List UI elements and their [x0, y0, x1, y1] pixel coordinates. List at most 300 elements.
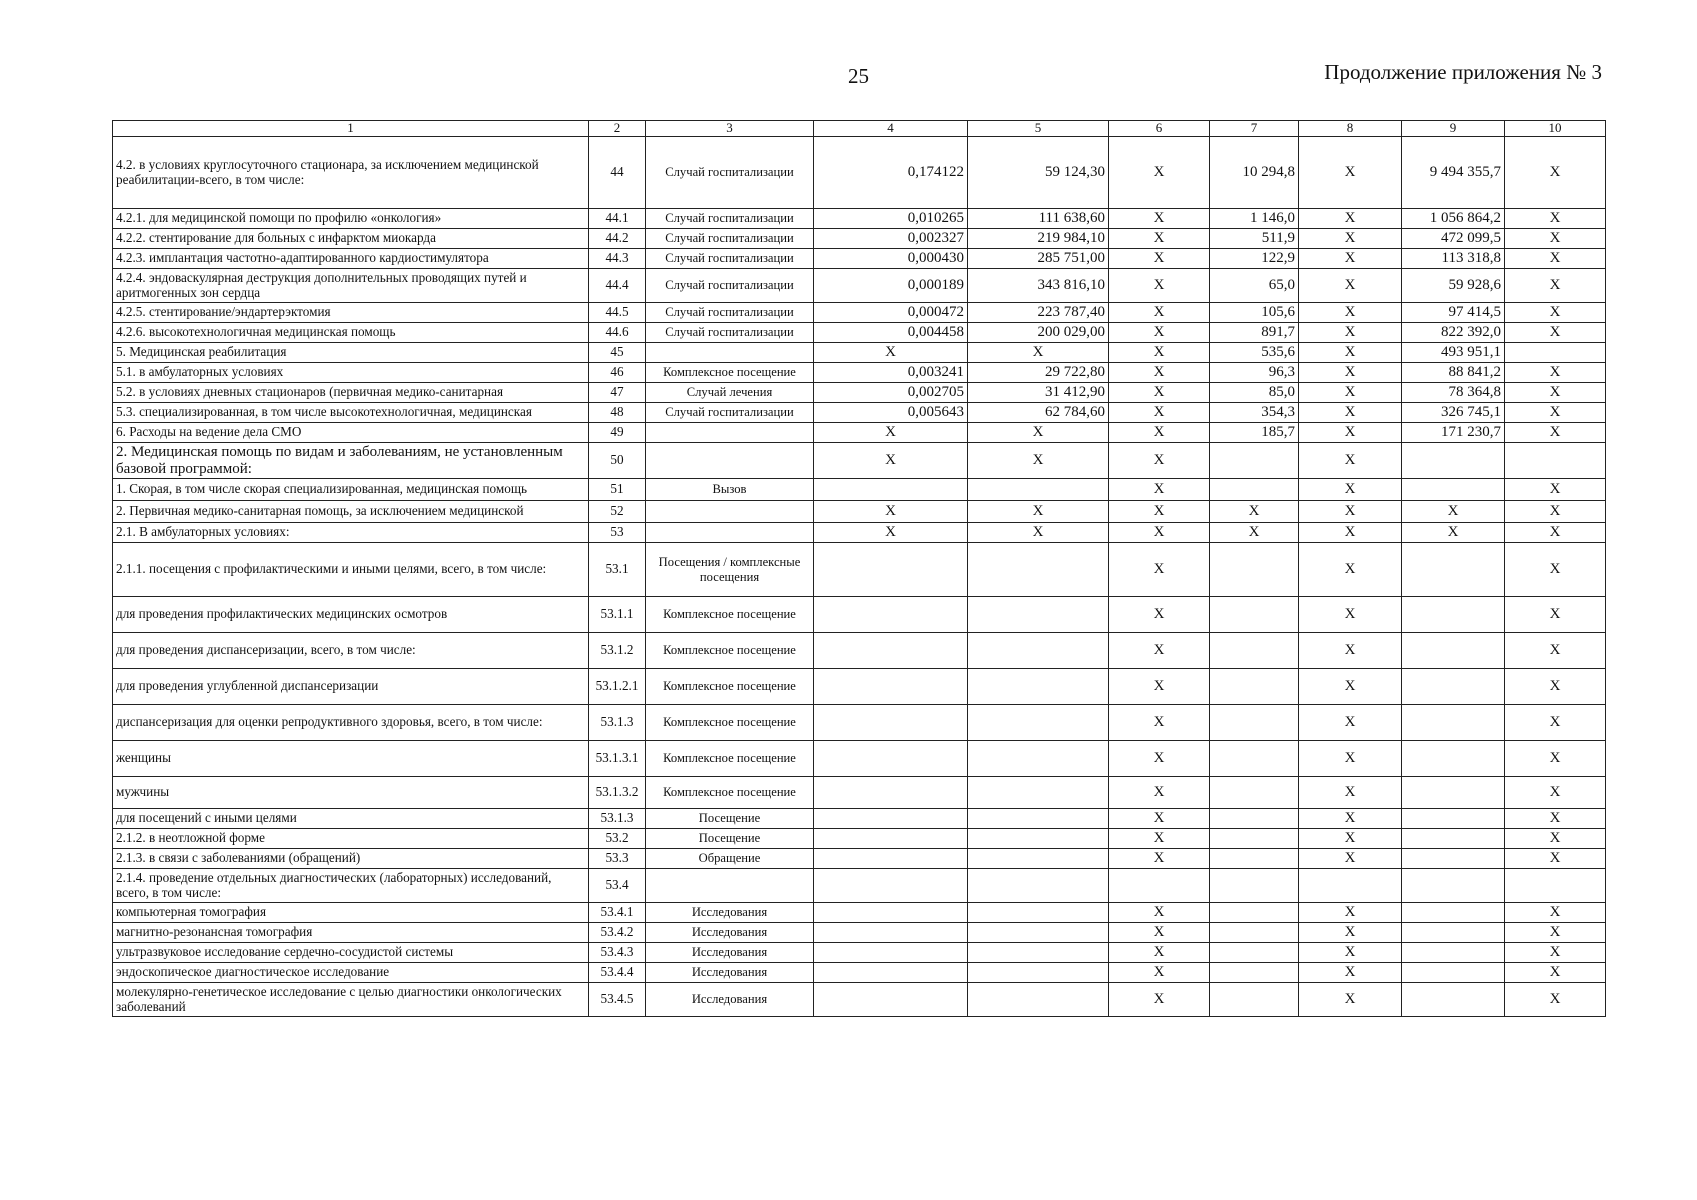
table-cell-col-4 [814, 829, 968, 849]
table-cell-col-2: 50 [589, 443, 646, 479]
table-cell-col-4: 0,005643 [814, 403, 968, 423]
table-cell-col-7 [1210, 869, 1299, 903]
table-cell-col-3 [646, 343, 814, 363]
table-cell-col-6: X [1109, 523, 1210, 543]
table-cell-col-5: 285 751,00 [968, 249, 1109, 269]
table-cell-col-9: 9 494 355,7 [1402, 137, 1505, 209]
table-cell-col-1: 2.1. В амбулаторных условиях: [113, 523, 589, 543]
table-cell-col-10: X [1505, 741, 1606, 777]
table-cell-col-5: X [968, 523, 1109, 543]
table-cell-col-6: X [1109, 943, 1210, 963]
table-cell-col-10: X [1505, 633, 1606, 669]
table-cell-col-6: X [1109, 829, 1210, 849]
table-cell-col-8: X [1299, 501, 1402, 523]
table-cell-col-5 [968, 633, 1109, 669]
table-cell-col-2: 53.3 [589, 849, 646, 869]
table-cell-col-3: Случай госпитализации [646, 323, 814, 343]
table-cell-col-8: X [1299, 923, 1402, 943]
table-cell-col-8: X [1299, 633, 1402, 669]
table-cell-col-3 [646, 869, 814, 903]
table-cell-col-6: X [1109, 543, 1210, 597]
table-cell-col-1: ультразвуковое исследование сердечно-сосудистой системы [113, 943, 589, 963]
table-cell-col-3: Комплексное посещение [646, 777, 814, 809]
table-cell-col-3: Обращение [646, 849, 814, 869]
table-cell-col-1: 5.3. специализированная, в том числе высокотехнологичная, медицинская [113, 403, 589, 423]
table-cell-col-3: Случай госпитализации [646, 209, 814, 229]
table-cell-col-9: 493 951,1 [1402, 343, 1505, 363]
table-cell-col-2: 53.1.3 [589, 809, 646, 829]
table-cell-col-8: X [1299, 363, 1402, 383]
table-cell-col-2: 45 [589, 343, 646, 363]
table-cell-col-1: 4.2.1. для медицинской помощи по профилю «онкология» [113, 209, 589, 229]
table-row [113, 269, 1606, 303]
table-cell-col-1: для проведения профилактических медицинских осмотров [113, 597, 589, 633]
table-cell-col-4: 0,174122 [814, 137, 968, 209]
table-cell-col-7: 10 294,8 [1210, 137, 1299, 209]
table-cell-col-1: для проведения диспансеризации, всего, в том числе: [113, 633, 589, 669]
table-cell-col-5: 31 412,90 [968, 383, 1109, 403]
table-cell-col-10: X [1505, 943, 1606, 963]
table-cell-col-3: Комплексное посещение [646, 669, 814, 705]
table-cell-col-6: X [1109, 633, 1210, 669]
table-cell-col-5 [968, 923, 1109, 943]
table-cell-col-1: 2.1.3. в связи с заболеваниями (обращений) [113, 849, 589, 869]
table-cell-col-4 [814, 943, 968, 963]
table-cell-col-2: 47 [589, 383, 646, 403]
table-cell-col-8: X [1299, 403, 1402, 423]
table-row [113, 809, 1606, 829]
table-cell-col-4 [814, 669, 968, 705]
table-cell-col-7 [1210, 741, 1299, 777]
table-row [113, 669, 1606, 705]
table-row [113, 303, 1606, 323]
table-cell-col-10: X [1505, 423, 1606, 443]
table-cell-col-2: 53.1.3.1 [589, 741, 646, 777]
table-cell-col-10 [1505, 343, 1606, 363]
table-cell-col-9: 822 392,0 [1402, 323, 1505, 343]
table-cell-col-9 [1402, 741, 1505, 777]
table-cell-col-6: X [1109, 249, 1210, 269]
table-cell-col-8: X [1299, 343, 1402, 363]
table-cell-col-8: X [1299, 809, 1402, 829]
table-cell-col-10: X [1505, 501, 1606, 523]
column-header-2: 2 [589, 121, 646, 137]
table-row [113, 403, 1606, 423]
table-row [113, 829, 1606, 849]
table-cell-col-6: X [1109, 809, 1210, 829]
table-cell-col-8: X [1299, 849, 1402, 869]
table-cell-col-3: Исследования [646, 903, 814, 923]
table-row [113, 137, 1606, 209]
table-cell-col-6: X [1109, 343, 1210, 363]
table-cell-col-7 [1210, 809, 1299, 829]
table-cell-col-5: 219 984,10 [968, 229, 1109, 249]
table-cell-col-1: 2. Медицинская помощь по видам и заболеваниям, не установленным базовой программой: [113, 443, 589, 479]
table-row [113, 903, 1606, 923]
table-cell-col-6: X [1109, 501, 1210, 523]
table-cell-col-1: 4.2.5. стентирование/эндартерэктомия [113, 303, 589, 323]
table-cell-col-6: X [1109, 403, 1210, 423]
table-cell-col-7: 96,3 [1210, 363, 1299, 383]
table-cell-col-9 [1402, 829, 1505, 849]
table-cell-col-6: X [1109, 363, 1210, 383]
table-cell-col-1: 2.1.4. проведение отдельных диагностических (лабораторных) исследований, всего, в том числе: [113, 869, 589, 903]
table-cell-col-7 [1210, 923, 1299, 943]
table-cell-col-5 [968, 705, 1109, 741]
table-cell-col-10: X [1505, 229, 1606, 249]
table-cell-col-4: X [814, 523, 968, 543]
column-header-5: 5 [968, 121, 1109, 137]
table-cell-col-3: Посещение [646, 809, 814, 829]
table-row [113, 741, 1606, 777]
table-cell-col-8: X [1299, 523, 1402, 543]
table-cell-col-9 [1402, 943, 1505, 963]
table-cell-col-9 [1402, 479, 1505, 501]
table-cell-col-1: 4.2.4. эндоваскулярная деструкция дополнительных проводящих путей и аритмогенных зон сердца [113, 269, 589, 303]
table-cell-col-7 [1210, 479, 1299, 501]
table-cell-col-2: 53 [589, 523, 646, 543]
table-row [113, 323, 1606, 343]
table-cell-col-6: X [1109, 597, 1210, 633]
table-cell-col-7: 105,6 [1210, 303, 1299, 323]
table-cell-col-1: 4.2.6. высокотехнологичная медицинская помощь [113, 323, 589, 343]
table-cell-col-9 [1402, 633, 1505, 669]
table-cell-col-5 [968, 963, 1109, 983]
table-cell-col-6: X [1109, 963, 1210, 983]
table-cell-col-9: 171 230,7 [1402, 423, 1505, 443]
table-cell-col-10: X [1505, 903, 1606, 923]
table-cell-col-10: X [1505, 363, 1606, 383]
table-cell-col-1: 5.1. в амбулаторных условиях [113, 363, 589, 383]
table-cell-col-8: X [1299, 777, 1402, 809]
table-cell-col-5: X [968, 423, 1109, 443]
table-cell-col-2: 53.1.1 [589, 597, 646, 633]
table-cell-col-5 [968, 809, 1109, 829]
table-cell-col-1: 2.1.1. посещения с профилактическими и иными целями, всего, в том числе: [113, 543, 589, 597]
table-cell-col-9: 113 318,8 [1402, 249, 1505, 269]
table-cell-col-4: 0,010265 [814, 209, 968, 229]
table-cell-col-3 [646, 501, 814, 523]
table-cell-col-8: X [1299, 303, 1402, 323]
table-cell-col-7 [1210, 849, 1299, 869]
table-cell-col-6: X [1109, 209, 1210, 229]
table-cell-col-2: 53.4.2 [589, 923, 646, 943]
table-cell-col-4: 0,000472 [814, 303, 968, 323]
table-cell-col-7 [1210, 829, 1299, 849]
table-cell-col-4: 0,003241 [814, 363, 968, 383]
table-cell-col-6: X [1109, 479, 1210, 501]
table-cell-col-10: X [1505, 597, 1606, 633]
data-table [112, 120, 1606, 1017]
table-cell-col-8: X [1299, 479, 1402, 501]
table-cell-col-8: X [1299, 597, 1402, 633]
table-cell-col-6 [1109, 869, 1210, 903]
table-cell-col-6: X [1109, 903, 1210, 923]
table-cell-col-1: 6. Расходы на ведение дела СМО [113, 423, 589, 443]
table-cell-col-5: 200 029,00 [968, 323, 1109, 343]
table-cell-col-9 [1402, 963, 1505, 983]
table-cell-col-10: X [1505, 523, 1606, 543]
table-cell-col-3: Посещения / комплексные посещения [646, 543, 814, 597]
table-cell-col-7: 85,0 [1210, 383, 1299, 403]
table-cell-col-4 [814, 777, 968, 809]
table-cell-col-5: X [968, 343, 1109, 363]
table-cell-col-8: X [1299, 669, 1402, 705]
table-cell-col-6: X [1109, 849, 1210, 869]
table-cell-col-8: X [1299, 443, 1402, 479]
table-cell-col-5 [968, 849, 1109, 869]
table-cell-col-3: Случай госпитализации [646, 403, 814, 423]
table-cell-col-7: 891,7 [1210, 323, 1299, 343]
table-cell-col-9 [1402, 903, 1505, 923]
table-cell-col-8: X [1299, 269, 1402, 303]
table-cell-col-4: X [814, 443, 968, 479]
table-cell-col-9 [1402, 923, 1505, 943]
column-header-8: 8 [1299, 121, 1402, 137]
table-cell-col-7: 535,6 [1210, 343, 1299, 363]
table-cell-col-4 [814, 869, 968, 903]
column-header-6: 6 [1109, 121, 1210, 137]
table-cell-col-10: X [1505, 963, 1606, 983]
table-cell-col-5: X [968, 443, 1109, 479]
table-cell-col-7: 65,0 [1210, 269, 1299, 303]
table-cell-col-4 [814, 983, 968, 1017]
table-cell-col-10: X [1505, 705, 1606, 741]
table-cell-col-1: магнитно-резонансная томография [113, 923, 589, 943]
table-cell-col-4: 0,000189 [814, 269, 968, 303]
table-cell-col-1: 2.1.2. в неотложной форме [113, 829, 589, 849]
table-cell-col-2: 44 [589, 137, 646, 209]
table-row [113, 963, 1606, 983]
table-cell-col-4: 0,004458 [814, 323, 968, 343]
table-cell-col-2: 53.2 [589, 829, 646, 849]
column-header-4: 4 [814, 121, 968, 137]
table-cell-col-2: 44.3 [589, 249, 646, 269]
table-cell-col-3: Исследования [646, 923, 814, 943]
table-cell-col-6: X [1109, 303, 1210, 323]
column-header-10: 10 [1505, 121, 1606, 137]
table-cell-col-8: X [1299, 829, 1402, 849]
table-cell-col-7: 1 146,0 [1210, 209, 1299, 229]
table-cell-col-7 [1210, 705, 1299, 741]
table-cell-col-5: 62 784,60 [968, 403, 1109, 423]
table-row [113, 983, 1606, 1017]
table-cell-col-2: 53.1.3.2 [589, 777, 646, 809]
table-cell-col-4 [814, 543, 968, 597]
table-cell-col-8: X [1299, 543, 1402, 597]
table-cell-col-8 [1299, 869, 1402, 903]
column-header-1: 1 [113, 121, 589, 137]
table-cell-col-8: X [1299, 423, 1402, 443]
table-cell-col-5 [968, 903, 1109, 923]
table-row [113, 443, 1606, 479]
table-cell-col-2: 53.4.5 [589, 983, 646, 1017]
table-cell-col-9: 1 056 864,2 [1402, 209, 1505, 229]
table-cell-col-5 [968, 943, 1109, 963]
table-cell-col-6: X [1109, 741, 1210, 777]
table-cell-col-9 [1402, 543, 1505, 597]
table-cell-col-9 [1402, 849, 1505, 869]
table-cell-col-4: X [814, 343, 968, 363]
table-cell-col-6: X [1109, 443, 1210, 479]
table-cell-col-10: X [1505, 669, 1606, 705]
table-cell-col-1: 5.2. в условиях дневных стационаров (первичная медико-санитарная [113, 383, 589, 403]
table-cell-col-9: 88 841,2 [1402, 363, 1505, 383]
table-cell-col-4 [814, 741, 968, 777]
table-cell-col-10: X [1505, 983, 1606, 1017]
table-cell-col-3: Исследования [646, 943, 814, 963]
table-row [113, 423, 1606, 443]
table-row [113, 501, 1606, 523]
table-cell-col-10: X [1505, 829, 1606, 849]
table-cell-col-8: X [1299, 137, 1402, 209]
table-cell-col-9: X [1402, 523, 1505, 543]
table-cell-col-2: 48 [589, 403, 646, 423]
table-cell-col-10: X [1505, 249, 1606, 269]
table-cell-col-5: 111 638,60 [968, 209, 1109, 229]
table-cell-col-2: 53.4.4 [589, 963, 646, 983]
table-row [113, 923, 1606, 943]
table-cell-col-6: X [1109, 923, 1210, 943]
table-cell-col-3: Вызов [646, 479, 814, 501]
table-cell-col-9 [1402, 669, 1505, 705]
table-cell-col-7: X [1210, 523, 1299, 543]
table-cell-col-9: 326 745,1 [1402, 403, 1505, 423]
table-cell-col-2: 53.1.2 [589, 633, 646, 669]
table-row [113, 705, 1606, 741]
table-row [113, 523, 1606, 543]
table-cell-col-1: компьютерная томография [113, 903, 589, 923]
table-cell-col-3: Случай лечения [646, 383, 814, 403]
table-cell-col-1: эндоскопическое диагностическое исследование [113, 963, 589, 983]
column-header-9: 9 [1402, 121, 1505, 137]
table-cell-col-6: X [1109, 269, 1210, 303]
table-cell-col-8: X [1299, 943, 1402, 963]
table-cell-col-6: X [1109, 137, 1210, 209]
table-cell-col-5 [968, 543, 1109, 597]
table-row [113, 249, 1606, 269]
table-cell-col-7 [1210, 633, 1299, 669]
table-cell-col-3 [646, 423, 814, 443]
table-cell-col-7 [1210, 903, 1299, 923]
table-cell-col-2: 53.1.2.1 [589, 669, 646, 705]
table-cell-col-8: X [1299, 383, 1402, 403]
table-cell-col-4: 0,002327 [814, 229, 968, 249]
table-cell-col-7 [1210, 777, 1299, 809]
table-cell-col-3: Случай госпитализации [646, 303, 814, 323]
table-cell-col-7 [1210, 669, 1299, 705]
table-cell-col-10 [1505, 869, 1606, 903]
table-row [113, 543, 1606, 597]
table-cell-col-3: Случай госпитализации [646, 137, 814, 209]
table-cell-col-8: X [1299, 209, 1402, 229]
table-cell-col-4: X [814, 423, 968, 443]
table-cell-col-10: X [1505, 137, 1606, 209]
table-cell-col-3: Случай госпитализации [646, 249, 814, 269]
table-cell-col-9 [1402, 443, 1505, 479]
table-cell-col-1: диспансеризация для оценки репродуктивного здоровья, всего, в том числе: [113, 705, 589, 741]
table-cell-col-10: X [1505, 923, 1606, 943]
table-cell-col-10: X [1505, 323, 1606, 343]
table-cell-col-4 [814, 809, 968, 829]
table-cell-col-1: для посещений с иными целями [113, 809, 589, 829]
table-row [113, 363, 1606, 383]
table-cell-col-5 [968, 669, 1109, 705]
table-cell-col-2: 53.4.1 [589, 903, 646, 923]
table-cell-col-1: 4.2.2. стентирование для больных с инфарктом миокарда [113, 229, 589, 249]
header-row [113, 121, 1606, 137]
table-cell-col-4 [814, 633, 968, 669]
table-cell-col-9: 59 928,6 [1402, 269, 1505, 303]
table-cell-col-6: X [1109, 229, 1210, 249]
table-row [113, 479, 1606, 501]
table-cell-col-7 [1210, 597, 1299, 633]
table-cell-col-3: Исследования [646, 963, 814, 983]
table-cell-col-4 [814, 479, 968, 501]
column-header-7: 7 [1210, 121, 1299, 137]
table-cell-col-6: X [1109, 383, 1210, 403]
table-cell-col-7: 511,9 [1210, 229, 1299, 249]
table-cell-col-6: X [1109, 983, 1210, 1017]
table-cell-col-2: 53.4.3 [589, 943, 646, 963]
table-cell-col-1: 4.2.3. имплантация частотно-адаптированного кардиостимулятора [113, 249, 589, 269]
table-cell-col-1: 2. Первичная медико-санитарная помощь, за исключением медицинской [113, 501, 589, 523]
table-cell-col-1: молекулярно-генетическое исследование с целью диагностики онкологических заболеваний [113, 983, 589, 1017]
table-cell-col-3: Комплексное посещение [646, 633, 814, 669]
table-cell-col-3: Посещение [646, 829, 814, 849]
table-cell-col-6: X [1109, 705, 1210, 741]
table-cell-col-4 [814, 705, 968, 741]
table-cell-col-7 [1210, 443, 1299, 479]
table-cell-col-1: 4.2. в условиях круглосуточного стационара, за исключением медицинской реабилитации-всего, в том числе: [113, 137, 589, 209]
table-cell-col-9 [1402, 809, 1505, 829]
table-cell-col-4: X [814, 501, 968, 523]
table-cell-col-1: 1. Скорая, в том числе скорая специализированная, медицинская помощь [113, 479, 589, 501]
table-cell-col-4 [814, 597, 968, 633]
table-cell-col-7 [1210, 943, 1299, 963]
table-cell-col-10: X [1505, 479, 1606, 501]
table-cell-col-7 [1210, 963, 1299, 983]
table-cell-col-6: X [1109, 323, 1210, 343]
table-cell-col-1: для проведения углубленной диспансеризации [113, 669, 589, 705]
table-cell-col-10: X [1505, 383, 1606, 403]
table-cell-col-1: 5. Медицинская реабилитация [113, 343, 589, 363]
table-cell-col-10: X [1505, 777, 1606, 809]
table-cell-col-5 [968, 829, 1109, 849]
table-cell-col-7: 354,3 [1210, 403, 1299, 423]
table-cell-col-5 [968, 597, 1109, 633]
table-cell-col-3: Комплексное посещение [646, 597, 814, 633]
table-cell-col-7: 185,7 [1210, 423, 1299, 443]
table-cell-col-2: 44.6 [589, 323, 646, 343]
table-cell-col-2: 53.1 [589, 543, 646, 597]
table-cell-col-5 [968, 983, 1109, 1017]
data-table-container [112, 120, 1605, 1017]
table-row [113, 849, 1606, 869]
table-cell-col-2: 46 [589, 363, 646, 383]
table-cell-col-2: 44.2 [589, 229, 646, 249]
table-row [113, 597, 1606, 633]
table-cell-col-7 [1210, 543, 1299, 597]
table-cell-col-1: мужчины [113, 777, 589, 809]
table-cell-col-5: 29 722,80 [968, 363, 1109, 383]
table-cell-col-4: 0,002705 [814, 383, 968, 403]
table-cell-col-8: X [1299, 323, 1402, 343]
table-cell-col-4 [814, 963, 968, 983]
table-cell-col-3: Комплексное посещение [646, 705, 814, 741]
table-cell-col-7 [1210, 983, 1299, 1017]
table-cell-col-8: X [1299, 983, 1402, 1017]
